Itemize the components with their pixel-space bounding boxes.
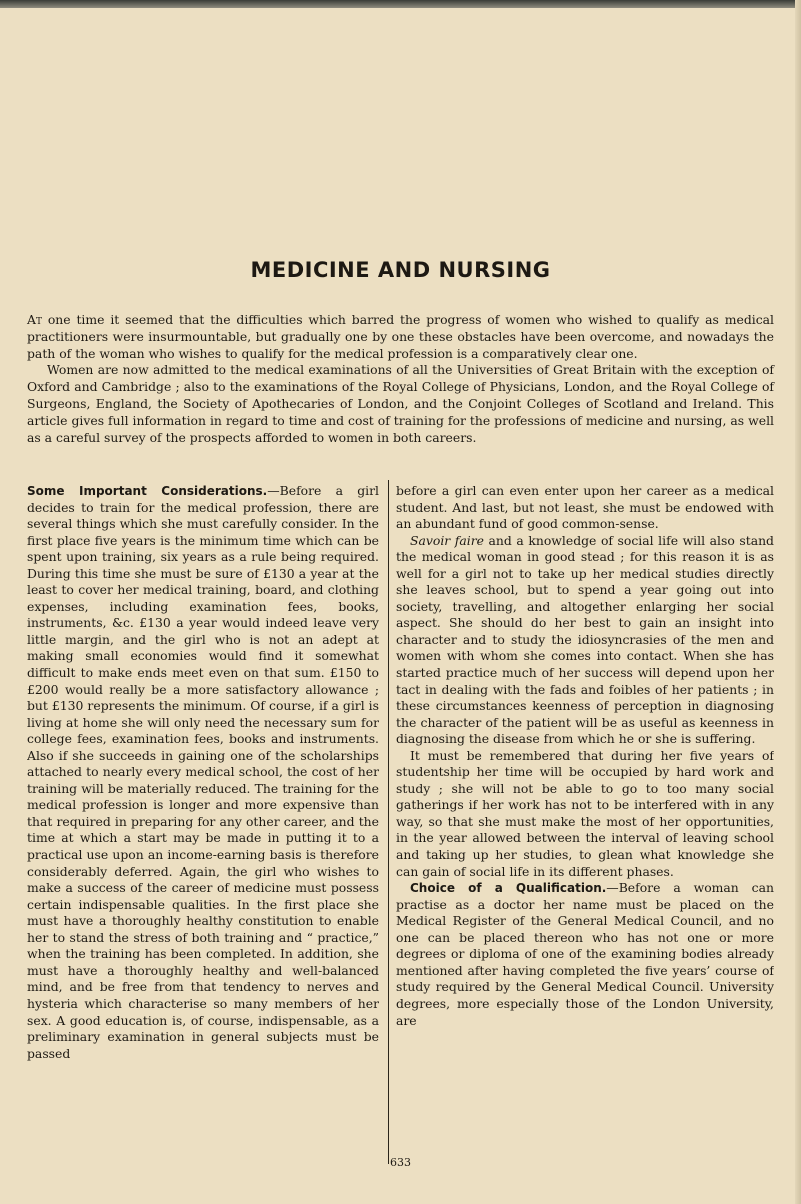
section-heading-considerations: Some Important Considerations. [27,484,268,498]
right-column-paragraph-2-text: and a knowledge of social life will also stand the medical woman in good stead ; for this reason it is as well for a girl not to take up her medical studies directly she leaves school, but to spend a year going out into society, travelling, and altogether enlarging her social aspect. She should do her best to gain an insight into character and to study the idiosyncrasies of the men and women with whom she comes into contact. When she has started practice much of her success will depend upon her tact in dealing with the fads and foibles of her patients ; in these circumstances keenness of perception in diagnosing the character of the patient will be as useful as keenness in diagnosing the disease from which he or she is suffering. [396,532,774,747]
intro-section [27,312,774,446]
right-column [396,483,774,1151]
right-column-paragraph-1: before a girl can even enter upon her career as a medical student. And last, but not least, she must be endowed with an abundant fund of good common-sense. [396,483,774,532]
page-title: MEDICINE AND NURSING [250,258,551,282]
right-column-paragraph-3: It must be remembered that during her five years of studentship her time will be occupied by hard work and study ; she will not be able to go to too many social gatherings if her work has not to be interfered with in any way, so that she must make the most of her opportunities, in the year allowed between the interval of leaving school and taking up her studies, to glean what knowledge she can gain of social life in its different phases. [396,747,774,879]
page-number: 633 [390,1156,411,1169]
column-divider [388,480,389,1164]
intro-lead-word: At [27,312,42,327]
savoir-faire-italic: Savoir faire [410,532,484,548]
intro-paragraph-1-text: one time it seemed that the difficulties which barred the progress of women who wished to qualify as medical practitioners were insurmountable, but gradually one by one these obstacles have been overcome, and nowadays the path of the woman who wishes to qualify for the medical profession is a comparatively clear one. [27,312,774,361]
intro-paragraph-1 [27,312,774,362]
section-heading-qualification: Choice of a Qualification. [410,881,607,896]
page-right-edge [795,0,801,1204]
page-top-edge [0,0,801,8]
intro-paragraph-2: Women are now admitted to the medical examinations of all the Universities of Great Britain with the exception of Oxford and Cambridge ; also to the examinations of the Royal College of Physicians, London, and the Royal College of Surgeons, England, the Society of Apothecaries of London, and the Conjoint Colleges of Scotland and Ireland. This article gives full information in regard to time and cost of training for the professions of medicine and nursing, as well as a careful survey of the prospects afforded to women in both careers. [27,362,774,445]
right-column-paragraph-4 [396,880,774,1029]
left-column [27,483,379,1151]
left-column-paragraph [27,483,379,1062]
left-column-text: —Before a girl decides to train for the medical profession, there are several things which she must carefully consider. In the first place five years is the minimum time which can be spent upon training, six years as a rule being required. During this time she must be sure of £130 a year at the least to cover her medical training, board, and clothing expenses, including examination fees, books, instruments, &c. £130 a year would indeed leave very little margin, and the girl who is not an adept at making small economies would find it somewhat difficult to make ends meet even on that sum. £150 to £200 would really be a more satisfactory allowance ; but £130 represents the minimum. Of course, if a girl is living at home she will only need the necessary sum for college fees, examination fees, books and instruments. Also if she succeeds in gaining one of the scholarships attached to nearly every medical school, the cost of her training will be materially reduced. The training for the medical profession is longer and more expensive than that required in preparing for any other career, and the time at which a start may be made in putting it to a practical use upon an income-earning basis is therefore considerably deferred. Again, the girl who wishes to make a success of the career of medicine must possess certain indispensable qualities. In the first place she must have a thoroughly healthy constitution to enable her to stand the stress of both training and “ practice,” when the training has been completed. In addition, she must have a thoroughly healthy and well-balanced mind, and be free from that tendency to nerves and hysteria which characterise so many members of her sex. A good education is, of course, indispensable, as a preliminary examination in general subjects must be passed [27,483,379,1061]
right-column-paragraph-2 [396,533,774,748]
right-column-paragraph-4-text: —Before a woman can practise as a doctor her name must be placed on the Medical Register of the General Medical Council, and no one can be placed thereon who has not one or more degrees or diploma of one of the examining bodies already mentioned after having completed the five years’ course of study required by the General Medical Council. University degrees, more especially those of the London University, are [396,880,774,1028]
